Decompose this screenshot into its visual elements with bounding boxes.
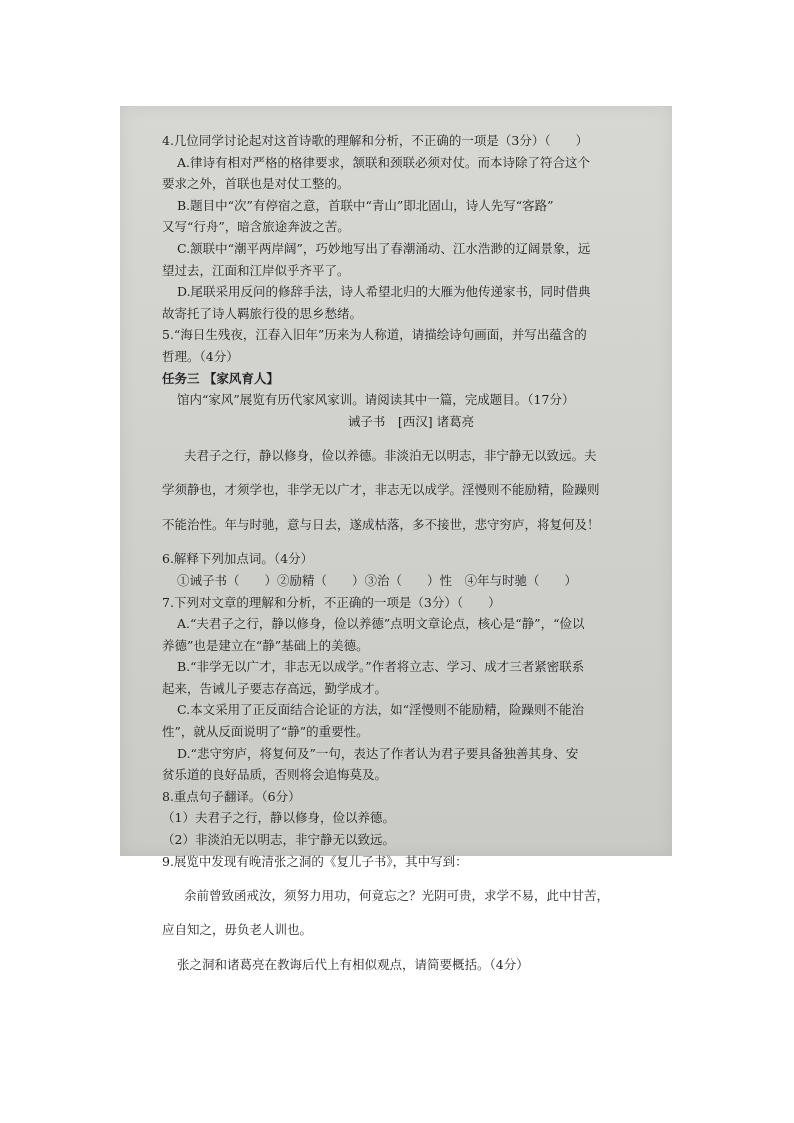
q4-option-b-line2: 又写“行舟”，暗含旅途奔波之苦。 <box>162 219 350 235</box>
q4-option-a-line2: 要求之外，首联也是对仗工整的。 <box>162 176 350 192</box>
classical-text-line3: 不能治性。年与时驰，意与日去，遂成枯落，多不接世，悲守穷庐，将复何及！ <box>162 516 600 532</box>
q4-option-d-line1: D.尾联采用反问的修辞手法，诗人希望北归的大雁为他传递家书，同时借典 <box>177 284 591 300</box>
q4-option-d-line2: 故寄托了诗人羁旅行役的思乡愁绪。 <box>162 305 363 321</box>
q5-stem-line1: 5.“海日生残夜，江春入旧年”历来为人称道，请描绘诗句画面，并写出蕴含的 <box>162 327 587 343</box>
q8-stem: 8.重点句子翻译。（6分） <box>162 788 301 804</box>
q4-option-c-line2: 望过去，江面和江岸似乎齐平了。 <box>162 262 350 278</box>
q8-sentence-1: （1）夫君子之行，静以修身，俭以养德。 <box>162 810 395 826</box>
q4-option-a-line1: A.律诗有相对严格的格律要求，颔联和颈联必须对仗。而本诗除了符合这个 <box>177 154 591 170</box>
q7-option-a-line2: 养德”也是建立在“静”基础上的美德。 <box>162 637 369 653</box>
q8-sentence-2: （2）非淡泊无以明志，非宁静无以致远。 <box>162 832 395 848</box>
q7-option-d-line1: D.“悲守穷庐，将复何及”一句，表达了作者认为君子要具备独善其身、安 <box>177 745 579 761</box>
text-title: 诫子书 [西汉] 诸葛亮 <box>347 413 475 429</box>
q7-option-b-line1: B.“非学无以广才，非志无以成学。”作者将立志、学习、成才三者紧密联系 <box>177 659 585 675</box>
q4-option-c-line1: C.颔联中“潮平两岸阔”，巧妙地写出了春潮涌动、江水浩渺的辽阔景象，远 <box>177 240 591 256</box>
task3-heading: 任务三 【家风育人】 <box>162 370 279 386</box>
q7-option-a-line1: A.“夫君子之行，静以修身，俭以养德”点明文章论点，核心是“静”，“俭以 <box>177 616 585 632</box>
q9-question: 张之洞和诸葛亮在教诲后代上有相似观点，请简要概括。（4分） <box>177 956 529 972</box>
q6-stem: 6.解释下列加点词。（4分） <box>162 551 314 567</box>
photographed-exam-page <box>120 106 672 972</box>
q9-quote-line2: 应自知之，毋负老人训也。 <box>162 922 313 938</box>
q6-items: ①诫子书（ ）②励精（ ）③治（ ）性 ④年与时驰（ ） <box>177 572 578 588</box>
classical-text-line1: 夫君子之行，静以修身，俭以养德。非淡泊无以明志，非宁静无以致远。夫 <box>184 447 597 463</box>
classical-text-line2: 学须静也，才须学也，非学无以广才，非志无以成学。淫慢则不能励精，险躁则 <box>162 482 600 498</box>
q7-option-d-line2: 贫乐道的良好品质，否则将会追悔莫及。 <box>162 767 388 783</box>
q4-option-b-line1: B.题目中“次”有停宿之意，首联中“青山”即北固山，诗人先写“客路” <box>177 197 554 213</box>
q7-option-c-line2: 性”，就从反面说明了“静”的重要性。 <box>162 724 369 740</box>
q7-option-c-line1: C.本文采用了正反面结合论证的方法，如“淫慢则不能励精，险躁则不能治 <box>177 702 584 718</box>
q9-quote-line1: 余前曾致函戒汝，须努力用功，何竟忘之？光阴可贵，求学不易，此中甘苦， <box>184 887 610 903</box>
task3-intro: 馆内“家风”展览有历代家风家训。请阅读其中一篇，完成题目。（17分） <box>177 392 575 408</box>
q7-stem: 7.下列对文章的理解和分析，不正确的一项是（3分）（ ） <box>162 594 501 610</box>
q9-stem: 9.展览中发现有晚清张之洞的《复儿子书》，其中写到： <box>162 853 468 869</box>
q7-option-b-line2: 起来，告诫儿子要志存高远，勤学成才。 <box>162 680 388 696</box>
q5-stem-line2: 哲理。（4分） <box>162 348 239 364</box>
q4-stem: 4.几位同学讨论起对这首诗歌的理解和分析，不正确的一项是（3分）（ ） <box>162 133 589 148</box>
